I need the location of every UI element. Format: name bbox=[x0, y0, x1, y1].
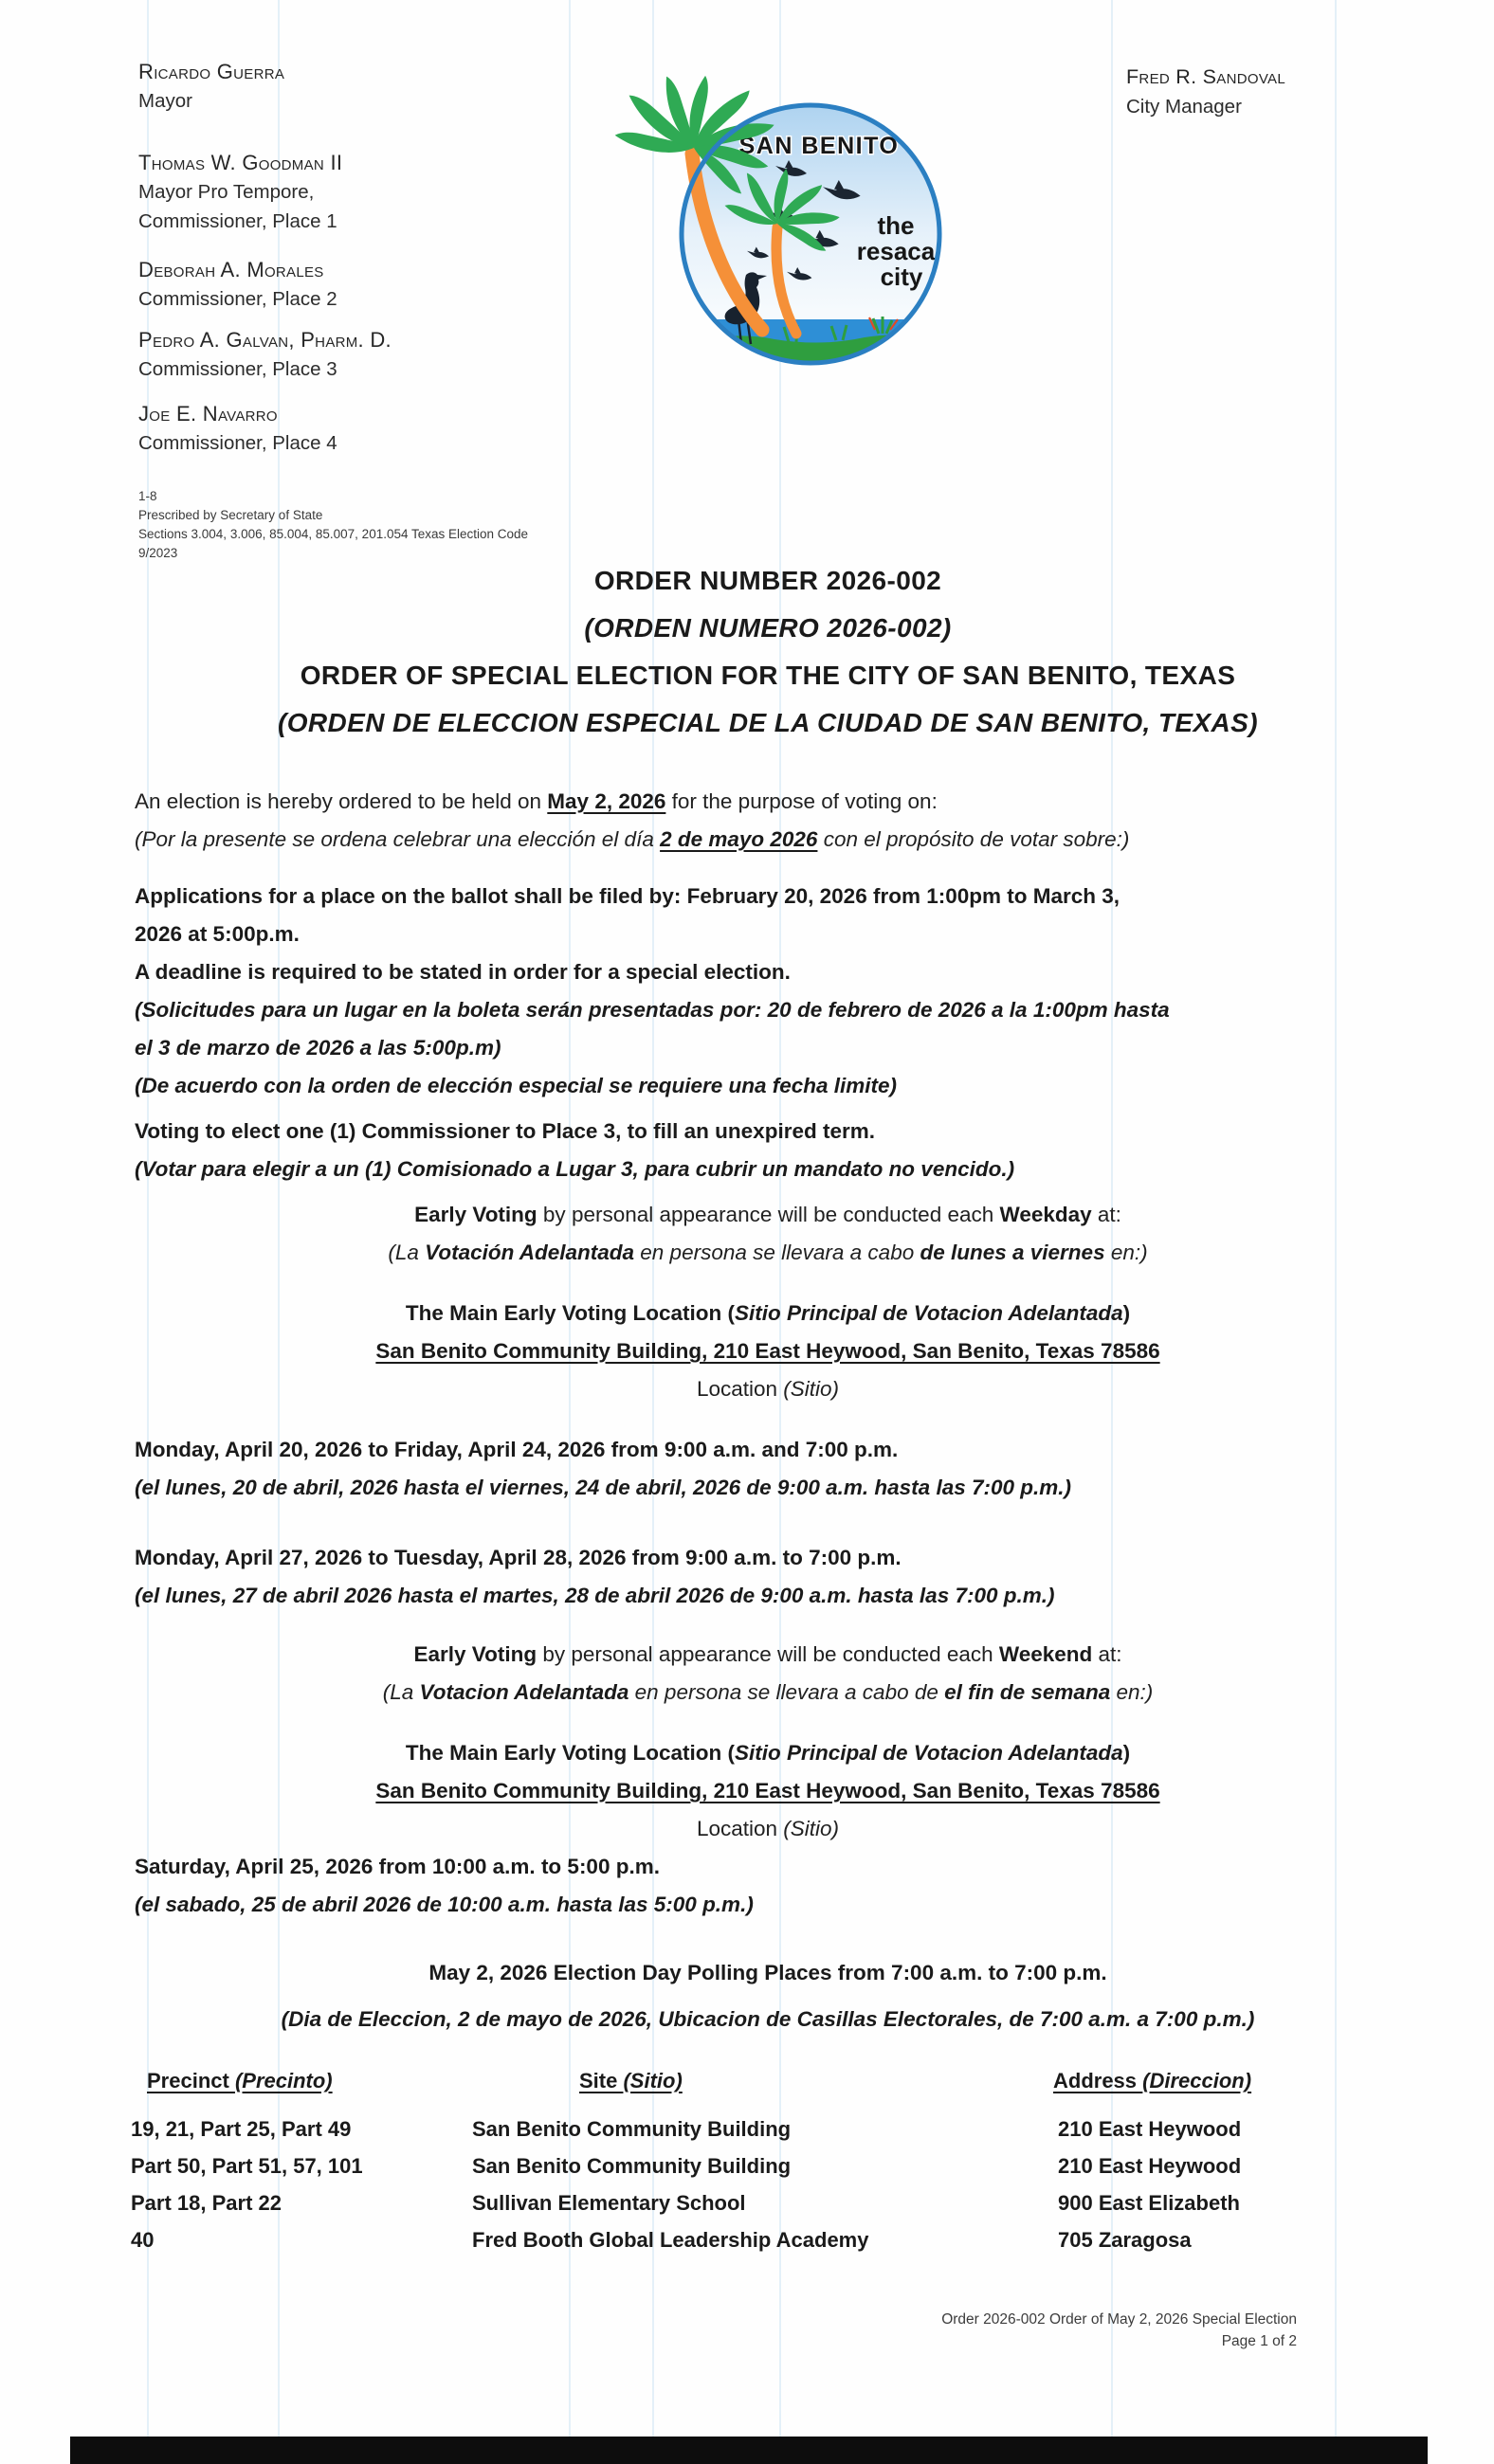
table-header-precinct bbox=[131, 2061, 472, 2101]
text-segment: Weekend bbox=[998, 1642, 1093, 1666]
text-line bbox=[135, 1577, 1401, 1615]
sec-ev-dates-week2 bbox=[135, 1539, 1401, 1615]
text-segment: (Sitio) bbox=[623, 2069, 683, 2093]
text-line bbox=[135, 1886, 1401, 1924]
text-segment: (Sitio) bbox=[783, 1817, 840, 1840]
text-line bbox=[135, 1234, 1401, 1272]
form-prescription-note bbox=[138, 487, 745, 563]
text-segment: (Direccion) bbox=[1142, 2069, 1252, 2093]
table-header-site bbox=[472, 2061, 1041, 2101]
text-line bbox=[135, 1067, 1401, 1105]
official-place-4 bbox=[138, 399, 546, 458]
sec-voting-purpose bbox=[135, 1113, 1401, 1188]
text-line bbox=[135, 991, 1401, 1029]
text-segment: (La bbox=[382, 1680, 420, 1704]
text-line bbox=[135, 1332, 1401, 1370]
text-segment: The Main Early Voting Location ( bbox=[405, 1741, 735, 1765]
text-segment: (Dia de Eleccion, 2 de mayo de 2026, Ubicacion de Casillas Electorales, de 7:00 a.m. a 7:00 p.m.) bbox=[281, 2007, 1255, 2031]
text-line bbox=[135, 1772, 1401, 1810]
text-line bbox=[135, 699, 1401, 747]
table-cell: 19, 21, Part 25, Part 49 bbox=[131, 2117, 352, 2141]
text-segment: en:) bbox=[1110, 1680, 1154, 1704]
text-line: Page 1 of 2 bbox=[1221, 2333, 1297, 2349]
text-line: Commissioner, Place 3 bbox=[138, 358, 337, 380]
text-segment: The Main Early Voting Location ( bbox=[405, 1301, 735, 1325]
text-segment: Precinct bbox=[147, 2069, 235, 2093]
text-segment: en persona se llevara a cabo de bbox=[629, 1680, 945, 1704]
text-line bbox=[135, 915, 1401, 953]
table-row bbox=[131, 2147, 1401, 2184]
table-cell: Part 18, Part 22 bbox=[131, 2191, 282, 2215]
text-segment: (Sitio) bbox=[783, 1377, 840, 1401]
text-line bbox=[135, 1469, 1401, 1507]
text-line: Prescribed by Secretary of State bbox=[138, 508, 323, 522]
text-line: Commissioner, Place 4 bbox=[138, 432, 337, 454]
text-segment: An election is hereby ordered to be held on bbox=[135, 789, 548, 813]
text-segment: (Votar para elegir a un (1) Comisionado a Lugar 3, para cubrir un mandato no vencido.) bbox=[135, 1157, 1015, 1181]
text-segment: (De acuerdo con la orden de elección especial se requiere una fecha limite) bbox=[135, 1074, 898, 1097]
logo-tagline-line: the bbox=[877, 211, 915, 240]
text-line bbox=[135, 2001, 1401, 2038]
logo-city-name: SAN BENITO bbox=[738, 133, 900, 159]
text-line bbox=[135, 1029, 1401, 1067]
text-segment: ORDER NUMBER 2026-002 bbox=[593, 566, 942, 595]
text-line bbox=[135, 605, 1401, 652]
text-segment: Votación Adelantada bbox=[425, 1241, 635, 1264]
table-cell: Part 50, Part 51, 57, 101 bbox=[131, 2154, 363, 2178]
official-name: Joe E. Navarro bbox=[138, 402, 278, 426]
text-segment: Early Voting bbox=[413, 1642, 537, 1666]
official-place-2 bbox=[138, 255, 546, 314]
text-segment: May 2, 2026 bbox=[547, 789, 666, 813]
text-segment: Location bbox=[696, 1377, 784, 1401]
text-segment: (ORDEN NUMERO 2026-002) bbox=[584, 613, 952, 643]
text-line: Order 2026-002 Order of May 2, 2026 Special Election bbox=[941, 2311, 1297, 2328]
table-row bbox=[131, 2184, 1401, 2221]
text-line bbox=[135, 557, 1401, 605]
text-segment: (Precinto) bbox=[234, 2069, 333, 2093]
text-segment: ) bbox=[1122, 1301, 1131, 1325]
text-line: Commissioner, Place 2 bbox=[138, 288, 337, 310]
sec-saturday-hours bbox=[135, 1848, 1401, 1924]
table-cell: 705 Zaragosa bbox=[1058, 2228, 1192, 2252]
text-line bbox=[135, 1370, 1401, 1408]
official-titles bbox=[138, 428, 546, 458]
table-header-address bbox=[1041, 2061, 1397, 2101]
page-footer bbox=[941, 2309, 1297, 2352]
text-segment: Saturday, April 25, 2026 from 10:00 a.m. to 5:00 p.m. bbox=[135, 1855, 660, 1878]
order-body bbox=[131, 557, 1401, 2258]
text-line bbox=[135, 1734, 1401, 1772]
text-segment: (ORDEN DE ELECCION ESPECIAL DE LA CIUDAD DE SAN BENITO, TEXAS) bbox=[278, 708, 1258, 737]
text-line: 9/2023 bbox=[138, 546, 178, 560]
logo-tagline-line: city bbox=[880, 263, 923, 291]
official-mayor bbox=[138, 57, 546, 116]
text-segment: Monday, April 27, 2026 to Tuesday, April 28, 2026 from 9:00 a.m. to 7:00 p.m. bbox=[135, 1546, 902, 1569]
text-segment: (Por la presente se ordena celebrar una elección el día bbox=[135, 827, 661, 851]
text-segment: San Benito Community Building, 210 East Heywood, San Benito, Texas 78586 bbox=[375, 1339, 1160, 1363]
text-line bbox=[579, 2061, 1041, 2101]
text-segment: (el sabado, 25 de abril 2026 de 10:00 a.m. hasta las 5:00 p.m.) bbox=[135, 1893, 754, 1916]
text-line bbox=[147, 2061, 472, 2101]
table-cell: Sullivan Elementary School bbox=[472, 2191, 746, 2215]
order-titles bbox=[135, 557, 1401, 747]
logo-tagline-line: resaca bbox=[856, 237, 936, 265]
text-line bbox=[135, 1810, 1401, 1848]
text-line bbox=[135, 1636, 1401, 1674]
text-segment: ) bbox=[1122, 1741, 1131, 1765]
text-segment: May 2, 2026 Election Day Polling Places from 7:00 a.m. to 7:00 p.m. bbox=[428, 1961, 1107, 1984]
text-line bbox=[1053, 2061, 1397, 2101]
text-segment: en:) bbox=[1104, 1241, 1148, 1264]
sec-election-ordered bbox=[135, 783, 1401, 859]
text-line bbox=[135, 1196, 1401, 1234]
text-segment: San Benito Community Building, 210 East Heywood, San Benito, Texas 78586 bbox=[375, 1779, 1160, 1803]
text-segment: Weekday bbox=[999, 1203, 1092, 1226]
officials-letterhead bbox=[138, 57, 546, 471]
sec-applications bbox=[135, 878, 1401, 1105]
sec-early-voting-weekend bbox=[135, 1636, 1401, 1712]
sec-election-day bbox=[135, 1954, 1401, 2038]
city-manager-block bbox=[1126, 63, 1448, 121]
text-segment: el fin de semana bbox=[944, 1680, 1111, 1704]
text-line: Mayor bbox=[138, 90, 192, 112]
text-segment: Site bbox=[579, 2069, 624, 2093]
official-name: Deborah A. Morales bbox=[138, 258, 324, 281]
order-sections bbox=[135, 783, 1401, 2038]
text-segment: A deadline is required to be stated in order for a special election. bbox=[135, 960, 791, 984]
text-line: Commissioner, Place 1 bbox=[138, 210, 337, 232]
sec-early-voting-weekday bbox=[135, 1196, 1401, 1272]
official-place-3 bbox=[138, 325, 546, 384]
text-segment: 2026 at 5:00p.m. bbox=[135, 922, 300, 946]
scan-black-bar bbox=[70, 2437, 1428, 2464]
text-segment: (Solicitudes para un lugar en la boleta serán presentadas por: 20 de febrero de 2026 a la 1:00pm hasta bbox=[135, 998, 1170, 1022]
text-line: 1-8 bbox=[138, 489, 157, 503]
official-titles bbox=[138, 86, 546, 116]
sec-main-location-2 bbox=[135, 1734, 1401, 1848]
official-titles bbox=[138, 177, 546, 236]
text-segment: ORDER OF SPECIAL ELECTION FOR THE CITY OF SAN BENITO, TEXAS bbox=[300, 661, 1236, 690]
text-line bbox=[135, 783, 1401, 821]
text-line bbox=[135, 1295, 1401, 1332]
text-line bbox=[135, 652, 1401, 699]
text-segment: Address bbox=[1053, 2069, 1143, 2093]
text-line bbox=[135, 1539, 1401, 1577]
text-segment: Sitio Principal de Votacion Adelantada bbox=[734, 1741, 1123, 1765]
text-segment: Applications for a place on the ballot shall be filed by: February 20, 2026 from 1:00pm to March 3, bbox=[135, 884, 1120, 908]
table-cell: San Benito Community Building bbox=[472, 2154, 792, 2178]
text-line bbox=[135, 878, 1401, 915]
official-place-1 bbox=[138, 148, 546, 236]
text-segment: (el lunes, 20 de abril, 2026 hasta el viernes, 24 de abril, 2026 de 9:00 a.m. hasta las 7:00 p.m.) bbox=[135, 1476, 1072, 1499]
polling-places-table bbox=[131, 2061, 1401, 2258]
official-name: Thomas W. Goodman II bbox=[138, 151, 343, 174]
city-manager-name: Fred R. Sandoval bbox=[1126, 65, 1285, 88]
text-segment: (La bbox=[388, 1241, 426, 1264]
city-manager-title: City Manager bbox=[1126, 96, 1242, 118]
official-titles bbox=[138, 354, 546, 384]
city-seal-icon bbox=[552, 47, 969, 374]
text-line bbox=[135, 1113, 1401, 1150]
text-segment: Votacion Adelantada bbox=[419, 1680, 629, 1704]
san-benito-city-logo bbox=[552, 47, 969, 374]
text-line bbox=[135, 1848, 1401, 1886]
sec-main-location-1 bbox=[135, 1295, 1401, 1408]
text-line bbox=[135, 953, 1401, 991]
text-segment: for the purpose of voting on: bbox=[665, 789, 938, 813]
text-segment: by personal appearance will be conducted each bbox=[537, 1642, 999, 1666]
text-line: Sections 3.004, 3.006, 85.004, 85.007, 201.054 Texas Election Code bbox=[138, 527, 529, 541]
official-name: Pedro A. Galvan, Pharm. D. bbox=[138, 328, 392, 352]
text-segment: Voting to elect one (1) Commissioner to Place 3, to fill an unexpired term. bbox=[135, 1119, 875, 1143]
text-line bbox=[135, 1431, 1401, 1469]
text-line: Mayor Pro Tempore, bbox=[138, 181, 315, 203]
table-cell: 210 East Heywood bbox=[1058, 2154, 1242, 2178]
text-segment: de lunes a viernes bbox=[920, 1241, 1105, 1264]
table-cell: 900 East Elizabeth bbox=[1058, 2191, 1240, 2215]
text-segment: at: bbox=[1091, 1203, 1121, 1226]
table-row bbox=[131, 2111, 1401, 2147]
table-cell: Fred Booth Global Leadership Academy bbox=[472, 2228, 869, 2252]
text-segment: con el propósito de votar sobre:) bbox=[817, 827, 1130, 851]
official-name: Ricardo Guerra bbox=[138, 60, 285, 83]
text-segment: 2 de mayo 2026 bbox=[660, 827, 818, 851]
text-segment: Location bbox=[696, 1817, 784, 1840]
table-header-row bbox=[131, 2061, 1401, 2101]
text-segment: en persona se llevara a cabo bbox=[634, 1241, 920, 1264]
text-line bbox=[135, 1674, 1401, 1712]
text-line bbox=[135, 1954, 1401, 1992]
text-segment: (el lunes, 27 de abril 2026 hasta el martes, 28 de abril 2026 de 9:00 a.m. hasta las 7:00 p.m.) bbox=[135, 1584, 1055, 1607]
text-line bbox=[135, 821, 1401, 859]
table-rows bbox=[131, 2111, 1401, 2258]
table-row bbox=[131, 2221, 1401, 2258]
text-segment: Monday, April 20, 2026 to Friday, April 24, 2026 from 9:00 a.m. and 7:00 p.m. bbox=[135, 1438, 899, 1461]
table-cell: San Benito Community Building bbox=[472, 2117, 792, 2141]
text-segment: at: bbox=[1092, 1642, 1122, 1666]
text-segment: Sitio Principal de Votacion Adelantada bbox=[734, 1301, 1123, 1325]
sec-ev-dates-week1 bbox=[135, 1431, 1401, 1507]
official-titles bbox=[138, 284, 546, 314]
text-line bbox=[135, 1150, 1401, 1188]
table-cell: 210 East Heywood bbox=[1058, 2117, 1242, 2141]
text-segment: el 3 de marzo de 2026 a las 5:00p.m) bbox=[135, 1036, 501, 1060]
text-segment: Early Voting bbox=[414, 1203, 537, 1226]
text-segment: by personal appearance will be conducted each bbox=[537, 1203, 1000, 1226]
table-cell: 40 bbox=[131, 2228, 155, 2252]
